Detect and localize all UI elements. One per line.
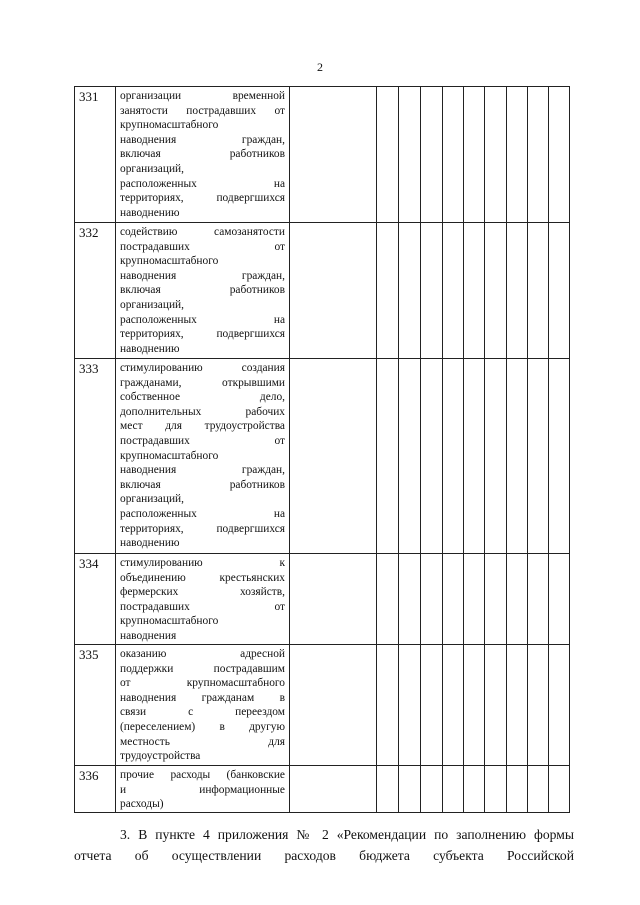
description-line: наводнения гражданам в [120, 691, 285, 704]
row-description-cell [116, 223, 290, 359]
description-line: и информационные [120, 783, 285, 796]
description-line: включая работников [120, 148, 285, 161]
empty-value-cell [485, 645, 507, 766]
paragraph-line-2: отчета об осуществлении расходов бюджета субъекта Российской [74, 848, 574, 863]
empty-value-cell [290, 554, 377, 645]
empty-value-cell [549, 223, 570, 359]
row-description [120, 647, 285, 764]
description-line: оказанию адресной [120, 648, 285, 660]
table-row [75, 766, 570, 813]
empty-value-cell [290, 645, 377, 766]
empty-value-cell [549, 87, 570, 223]
description-line: содействию самозанятости [120, 226, 285, 238]
empty-value-cell [290, 87, 377, 223]
empty-value-cell [399, 554, 421, 645]
empty-value-cell [485, 87, 507, 223]
empty-value-cell [377, 223, 399, 359]
description-line: от крупномасштабного [120, 677, 285, 690]
description-line: крупномасштабного [120, 449, 219, 462]
report-table [74, 86, 570, 813]
description-line: пострадавших от [120, 434, 285, 447]
row-description-cell [116, 554, 290, 645]
empty-value-cell [377, 766, 399, 813]
description-line: расположенных на [120, 177, 285, 190]
empty-value-cell [528, 223, 549, 359]
empty-value-cell [485, 766, 507, 813]
empty-value-cell [549, 359, 570, 554]
body-paragraph [74, 824, 574, 866]
description-line: гражданами, открывшими [120, 376, 285, 389]
empty-value-cell [443, 87, 464, 223]
empty-value-cell [528, 645, 549, 766]
empty-value-cell [377, 359, 399, 554]
empty-value-cell [464, 766, 485, 813]
empty-value-cell [421, 645, 443, 766]
empty-value-cell [399, 87, 421, 223]
empty-value-cell [528, 87, 549, 223]
row-description [120, 556, 285, 644]
description-line: дополнительных рабочих [120, 405, 285, 418]
description-line: связи с переездом [120, 706, 285, 719]
table-row [75, 554, 570, 645]
empty-value-cell [507, 645, 528, 766]
row-number: 333 [75, 359, 116, 554]
table-row [75, 223, 570, 359]
description-line: (переселением) в другую [120, 720, 285, 733]
description-line: организаций, [120, 298, 184, 311]
empty-value-cell [549, 554, 570, 645]
description-line: расположенных на [120, 507, 285, 520]
description-line: организаций, [120, 162, 184, 175]
description-line: стимулированию к [120, 557, 285, 569]
empty-value-cell [421, 359, 443, 554]
description-line: наводнения граждан, [120, 269, 285, 282]
empty-value-cell [464, 223, 485, 359]
empty-value-cell [507, 359, 528, 554]
empty-value-cell [528, 766, 549, 813]
description-line: включая работников [120, 478, 285, 491]
description-line: крупномасштабного [120, 615, 219, 628]
description-line: включая работников [120, 284, 285, 297]
description-line: территориях, подвергшихся [120, 328, 285, 341]
description-line: наводнению [120, 206, 180, 219]
description-line: расположенных на [120, 313, 285, 326]
empty-value-cell [377, 645, 399, 766]
empty-value-cell [421, 766, 443, 813]
empty-value-cell [443, 766, 464, 813]
empty-value-cell [377, 554, 399, 645]
empty-value-cell [528, 554, 549, 645]
description-line: объединению крестьянских [120, 571, 285, 584]
paragraph-line-1: 3. В пункте 4 приложения № 2 «Рекомендации по заполнению формы [120, 827, 574, 842]
description-line: организации временной [120, 90, 285, 102]
description-line: территориях, подвергшихся [120, 192, 285, 205]
empty-value-cell [421, 87, 443, 223]
empty-value-cell [464, 554, 485, 645]
row-number: 334 [75, 554, 116, 645]
row-description-cell [116, 645, 290, 766]
empty-value-cell [528, 359, 549, 554]
empty-value-cell [399, 766, 421, 813]
empty-value-cell [464, 359, 485, 554]
empty-value-cell [464, 645, 485, 766]
description-line: пострадавших от [120, 600, 285, 613]
description-line: занятости пострадавших от [120, 104, 285, 117]
row-description-cell [116, 359, 290, 554]
empty-value-cell [443, 223, 464, 359]
row-description [120, 768, 285, 812]
description-line: местность для [120, 735, 285, 748]
empty-value-cell [421, 554, 443, 645]
description-line: прочие расходы (банковские [120, 769, 285, 781]
table-row [75, 87, 570, 223]
empty-value-cell [549, 766, 570, 813]
empty-value-cell [507, 223, 528, 359]
page-number: 2 [317, 60, 323, 74]
description-line: территориях, подвергшихся [120, 522, 285, 535]
row-description-cell [116, 766, 290, 813]
description-line: наводнения граждан, [120, 464, 285, 477]
empty-value-cell [485, 554, 507, 645]
empty-value-cell [290, 223, 377, 359]
empty-value-cell [464, 87, 485, 223]
empty-value-cell [443, 645, 464, 766]
empty-value-cell [507, 766, 528, 813]
description-line: крупномасштабного [120, 255, 219, 268]
empty-value-cell [290, 359, 377, 554]
description-line: наводнению [120, 342, 180, 355]
description-line: крупномасштабного [120, 119, 219, 132]
empty-value-cell [399, 359, 421, 554]
empty-value-cell [485, 359, 507, 554]
empty-value-cell [443, 554, 464, 645]
row-number: 331 [75, 87, 116, 223]
empty-value-cell [507, 554, 528, 645]
empty-value-cell [443, 359, 464, 554]
empty-value-cell [507, 87, 528, 223]
empty-value-cell [377, 87, 399, 223]
row-number: 335 [75, 645, 116, 766]
empty-value-cell [421, 223, 443, 359]
empty-value-cell [485, 223, 507, 359]
description-line: поддержки пострадавшим [120, 662, 285, 675]
table-row [75, 645, 570, 766]
empty-value-cell [399, 645, 421, 766]
description-line: наводнения [120, 629, 177, 642]
row-description [120, 89, 285, 220]
description-line: стимулированию создания [120, 362, 285, 374]
row-number: 336 [75, 766, 116, 813]
row-number: 332 [75, 223, 116, 359]
description-line: трудоустройства [120, 750, 201, 763]
row-description [120, 225, 285, 356]
row-description [120, 361, 285, 551]
table-row [75, 359, 570, 554]
description-line: фермерских хозяйств, [120, 586, 285, 599]
description-line: организаций, [120, 493, 184, 506]
description-line: наводнению [120, 537, 180, 550]
description-line: наводнения граждан, [120, 133, 285, 146]
empty-value-cell [290, 766, 377, 813]
empty-value-cell [399, 223, 421, 359]
description-line: пострадавших от [120, 240, 285, 253]
row-description-cell [116, 87, 290, 223]
description-line: собственное дело, [120, 391, 285, 404]
description-line: мест для трудоустройства [120, 420, 285, 433]
empty-value-cell [549, 645, 570, 766]
description-line: расходы) [120, 798, 164, 811]
